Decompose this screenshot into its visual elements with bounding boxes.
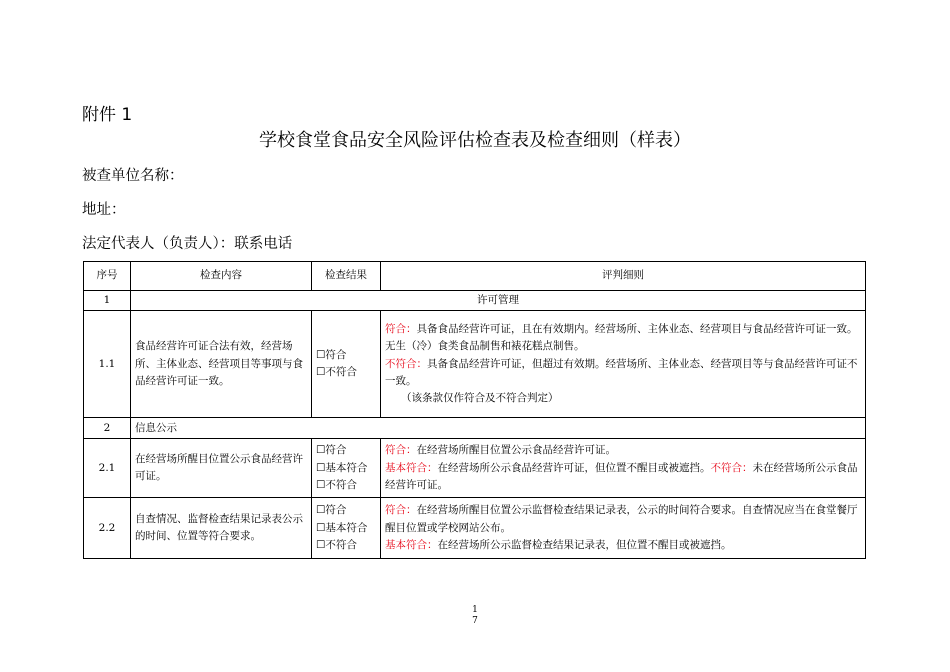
result-options (312, 498, 381, 559)
criteria-label: 符合： (385, 323, 417, 336)
item-content: 自查情况、监督检查结果记录表公示的时间、位置等符合要求。 (131, 498, 312, 559)
section-no: 1 (84, 291, 131, 311)
criteria-line (385, 537, 861, 554)
address-field: 地址： (82, 202, 126, 218)
criteria-text: 具备食品经营许可证，但超过有效期。经营场所、主体业态、经营项目等与食品经营许可证不一致。 (385, 357, 858, 387)
section-title: 信息公示 (131, 418, 866, 439)
criteria-label: 不符合： (710, 461, 753, 474)
result-option-checkbox[interactable]: ☐不符合 (316, 478, 357, 491)
criteria-text: 在经营场所醒目位置公示监督检查结果记录表，公示的时间符合要求。自查情况应当在食堂餐厅醒目位置或学校网站公布。 (385, 504, 858, 534)
criteria-line (385, 502, 861, 537)
criteria-label: 符合： (385, 504, 417, 517)
criteria-label: 不符合： (385, 357, 427, 370)
criteria-label: 基本符合： (385, 461, 438, 474)
header-criteria: 评判细则 (381, 262, 866, 291)
result-option-checkbox[interactable]: ☐不符合 (316, 538, 357, 551)
criteria-cell (381, 311, 866, 418)
page-number-line: 7 (472, 616, 478, 626)
result-option-checkbox[interactable]: ☐符合 (316, 504, 347, 517)
result-option-checkbox[interactable]: ☐不符合 (316, 366, 357, 379)
item-no: 1.1 (84, 311, 131, 418)
page-number-line: 1 (472, 605, 478, 615)
criteria-line (385, 321, 861, 356)
section-row (84, 291, 866, 311)
criteria-label: 基本符合： (385, 538, 438, 551)
item-content: 在经营场所醒目位置公示食品经营许可证。 (131, 439, 312, 498)
criteria-cell (381, 439, 866, 498)
item-no: 2.2 (84, 498, 131, 559)
criteria-text: 具备食品经营许可证，且在有效期内。经营场所、主体业态、经营项目与食品经营许可证一致。无生（冷）食类食品制售和裱花糕点制售。 (385, 323, 858, 353)
page-number (0, 605, 950, 627)
criteria-line (385, 356, 861, 391)
table-row (84, 498, 866, 559)
table-row (84, 311, 866, 418)
item-content: 食品经营许可证合法有效，经营场所、主体业态、经营项目等事项与食品经营许可证一致。 (131, 311, 312, 418)
inspected-unit-field: 被查单位名称： (82, 168, 184, 184)
inspection-table (83, 261, 866, 559)
result-options (312, 439, 381, 498)
criteria-label: 符合： (385, 444, 417, 457)
document-title: 学校食堂食品安全风险评估检查表及检查细则（样表） (259, 130, 691, 151)
criteria-text: 未在经营场所公示食品经营许可证。 (385, 461, 858, 491)
result-option-checkbox[interactable]: ☐符合 (316, 444, 347, 457)
criteria-text: 在经营场所公示监督检查结果记录表，但位置不醒目或被遮挡。 (437, 538, 732, 551)
result-option-checkbox[interactable]: ☐基本符合 (316, 521, 368, 534)
table-row (84, 439, 866, 498)
criteria-note: （该条款仅作符合及不符合判定） (401, 392, 559, 405)
header-result: 检查结果 (312, 262, 381, 291)
item-no: 2.1 (84, 439, 131, 498)
header-content: 检查内容 (131, 262, 312, 291)
criteria-text: 在经营场所醒目位置公示食品经营许可证。 (416, 444, 616, 457)
table-header-row (84, 262, 866, 291)
result-option-checkbox[interactable]: ☐符合 (316, 349, 347, 361)
header-no: 序号 (84, 262, 131, 291)
representative-field: 法定代表人（负责人）：联系电话 (82, 236, 293, 252)
section-row (84, 418, 866, 439)
attachment-label: 附件 1 (82, 105, 133, 125)
criteria-line (385, 460, 861, 495)
criteria-cell (381, 498, 866, 559)
section-no: 2 (84, 418, 131, 439)
criteria-text: 在经营场所公示食品经营许可证，但位置不醒目或被遮挡。 (437, 461, 711, 474)
criteria-line (385, 442, 861, 459)
result-option-checkbox[interactable]: ☐基本符合 (316, 461, 368, 474)
result-options (312, 311, 381, 418)
section-title: 许可管理 (131, 291, 866, 311)
